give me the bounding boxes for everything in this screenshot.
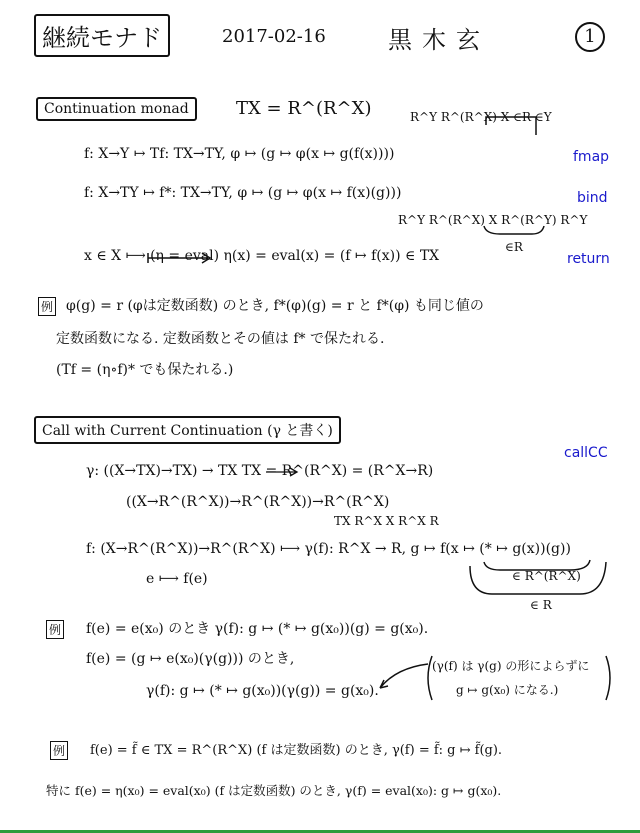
callcc-type-annotations: TX R^X X R^X R xyxy=(334,514,439,528)
example2-line3: γ(f): g ↦ (* ↦ g(x₀))(γ(g)) = g(x₀). xyxy=(146,683,379,699)
example2-line1: f(e) = e(x₀) のとき γ(f): g ↦ (* ↦ g(x₀))(g) = g(x₀). xyxy=(86,621,429,637)
callcc-definition: f: (X→R^(R^X))→R^(R^X) ⟼ γ(f): R^X → R, g ↦ f(x ↦ (* ↦ g(x))(g)) xyxy=(86,541,571,557)
note-arrow xyxy=(380,664,428,688)
callcc-e-mapsto: e ⟼ f(e) xyxy=(146,571,208,587)
bind-type-annotations: R^Y R^(R^X) X R^(R^Y) R^Y xyxy=(398,213,588,227)
fmap-bracket xyxy=(486,117,536,135)
note-open-paren xyxy=(428,656,432,700)
callcc-inner-brace xyxy=(484,560,590,570)
author: 黒木玄 xyxy=(388,26,490,54)
bind-type-annotation-r: ∈R xyxy=(505,240,523,254)
gamma-arrow xyxy=(266,468,297,476)
fmap-label: fmap xyxy=(573,149,610,165)
note-close-paren xyxy=(606,656,610,700)
callcc-type: γ: ((X→TX)→TX) → TX TX = R^(R^X) = (R^X→R) xyxy=(86,463,434,479)
callcc-label: callCC xyxy=(564,445,608,461)
callcc-type-expanded: ((X→R^(R^X))→R^(R^X))→R^(R^X) xyxy=(126,494,390,510)
example-tag: 例 xyxy=(50,741,68,760)
section-heading-continuation-monad: Continuation monad xyxy=(36,97,197,121)
example1-line3: (Tf = (η∘f)* でも保たれる.) xyxy=(56,362,234,378)
date: 2017-02-16 xyxy=(222,26,326,47)
example-tag: 例 xyxy=(46,620,64,639)
fmap-definition: f: X→Y ↦ Tf: TX→TY, φ ↦ (g ↦ φ(x ↦ g(f(x)))) xyxy=(84,146,395,162)
example3-line2: 特に f(e) = η(x₀) = eval(x₀) (f は定数函数) のとき, γ(f) = eval(x₀): g ↦ g(x₀). xyxy=(46,783,502,798)
bind-definition: f: X→TY ↦ f*: TX→TY, φ ↦ (g ↦ φ(x ↦ f(x)(g))) xyxy=(84,185,402,201)
example-tag: 例 xyxy=(38,297,56,316)
return-definition: x ∈ X ⟼ (η = eval) η(x) = eval(x) = (f ↦ f(x)) ∈ TX xyxy=(84,248,440,264)
bind-label: bind xyxy=(577,190,608,206)
example3-line1: f(e) = f̃ ∈ TX = R^(R^X) (f は定数函数) のとき, γ(f) = f̃: g ↦ f̃(g). xyxy=(90,743,503,758)
callcc-brace-annotation-inner: ∈ R^(R^X) xyxy=(512,569,581,583)
fmap-type-annotations: R^Y R^(R^X) X ∈R ∈Y xyxy=(410,110,552,124)
section-heading-callcc: Call with Current Continuation (γ と書く) xyxy=(34,416,341,444)
return-label: return xyxy=(567,251,610,267)
callcc-brace-annotation-outer: ∈ R xyxy=(530,598,552,612)
eta-arrow xyxy=(148,253,210,263)
example2-note-line2: g ↦ g(x₀) になる.) xyxy=(456,683,559,697)
definition-tx: TX = R^(R^X) xyxy=(236,98,372,119)
example1-line2: 定数函数になる. 定数函数とその値は f* で保たれる. xyxy=(56,331,385,347)
bind-underbrace xyxy=(484,226,544,234)
example1-line1: φ(g) = r (φは定数函数) のとき, f*(φ)(g) = r と f*(φ) も同じ値の xyxy=(66,298,484,314)
example2-note-line1: (γ(f) は γ(g) の形によらずに xyxy=(432,659,590,673)
page-title: 継続モナド xyxy=(34,14,170,57)
page-number: 1 xyxy=(575,22,605,52)
example2-line2: f(e) = (g ↦ e(x₀)(γ(g))) のとき, xyxy=(86,651,295,667)
